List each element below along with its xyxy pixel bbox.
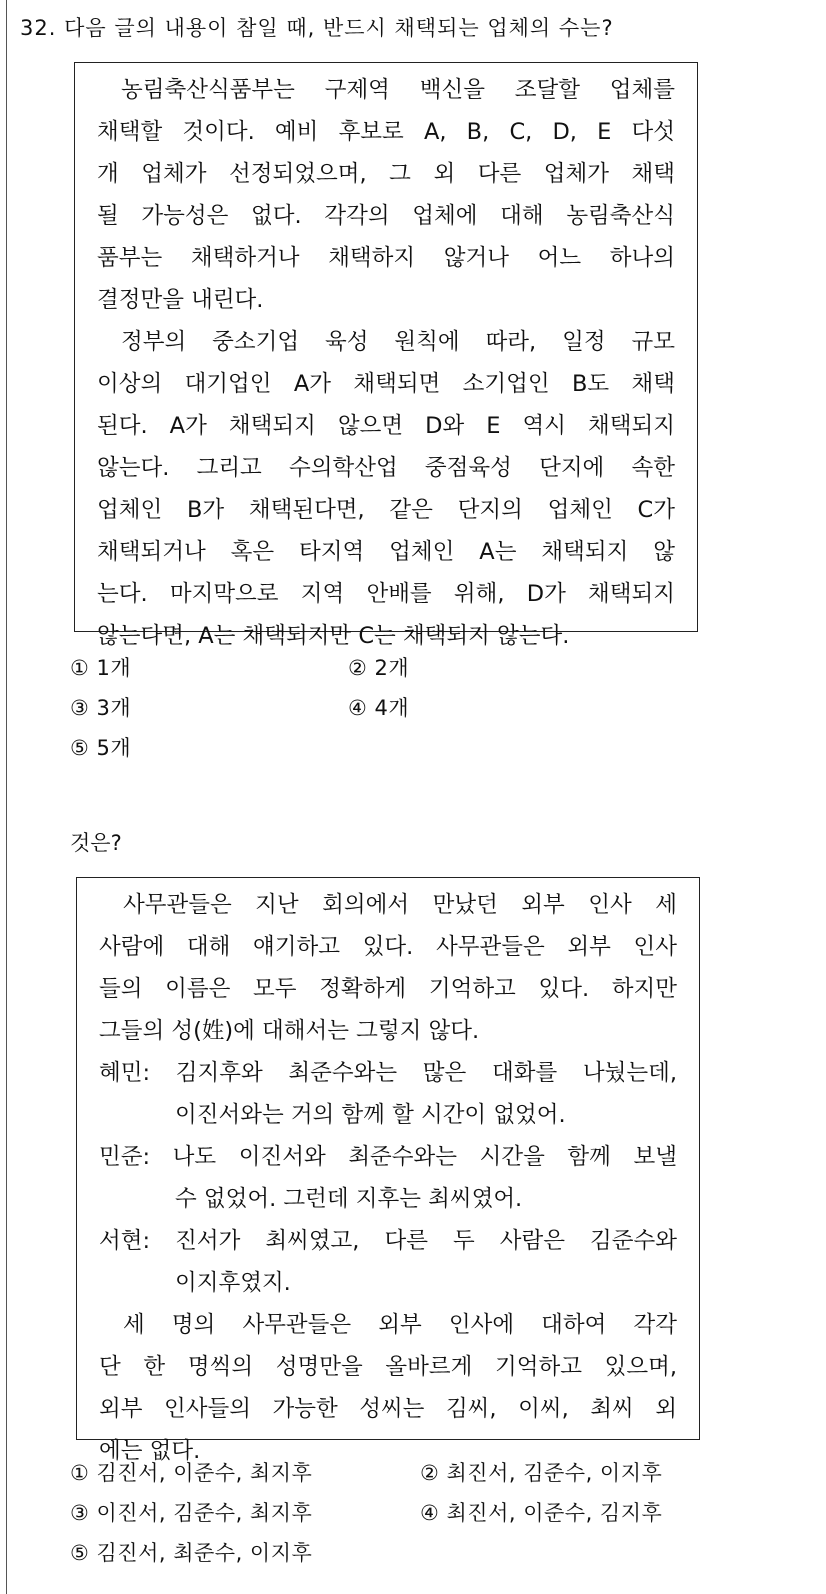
- passage-line: 않는다면, A는 채택되지만 C는 채택되지 않는다.: [97, 623, 570, 649]
- passage-line: 이상의 대기업인 A가 채택되면 소기업인 B도 채택: [97, 371, 675, 397]
- answer-option-5[interactable]: ⑤ 5개: [70, 736, 132, 760]
- passage-line: 는다. 마지막으로 지역 안배를 위해, D가 채택되지: [97, 581, 675, 607]
- passage-line: 개 업체가 선정되었으며, 그 외 다른 업체가 채택: [97, 161, 675, 187]
- passage-line: 들의 이름은 모두 정확하게 기억하고 있다. 하지만: [99, 976, 677, 1002]
- passage-line: 사무관들은 지난 회의에서 만났던 외부 인사 세: [123, 892, 677, 918]
- answer-option-4[interactable]: ④ 4개: [348, 696, 410, 720]
- question-33-title-tail: 것은?: [70, 831, 122, 855]
- passage-line: 될 가능성은 없다. 각각의 업체에 대해 농림축산식: [97, 203, 675, 229]
- answer-option-1[interactable]: ① 1개: [70, 656, 132, 680]
- passage-line: 결정만을 내린다.: [97, 287, 264, 313]
- passage-line: 채택되거나 혹은 타지역 업체인 A는 채택되지 않: [97, 539, 675, 565]
- passage-line: 외부 인사들의 가능한 성씨는 김씨, 이씨, 최씨 외: [99, 1396, 677, 1422]
- passage-line: 농림축산식품부는 구제역 백신을 조달할 업체를: [121, 77, 675, 103]
- answer-option-2[interactable]: ② 2개: [348, 656, 410, 680]
- passage-line: 정부의 중소기업 육성 원칙에 따라, 일정 규모: [121, 329, 675, 355]
- passage-line: 그들의 성(姓)에 대해서는 그렇지 않다.: [99, 1018, 480, 1044]
- answer-option-4[interactable]: ④ 최진서, 이준수, 김지후: [420, 1501, 663, 1525]
- passage-line: 에는 없다.: [99, 1438, 201, 1464]
- passage-line: 된다. A가 채택되지 않으면 D와 E 역시 채택되지: [97, 413, 675, 439]
- question-33-passage-box: [76, 877, 700, 1464]
- passage-line: 단 한 명씩의 성명만을 올바르게 기억하고 있으며,: [99, 1354, 677, 1380]
- passage-line: 업체인 B가 채택된다면, 같은 단지의 업체인 C가: [97, 497, 675, 523]
- page-margin-rule: [6, 0, 7, 1594]
- dialogue-line-minjun-cont: 수 없었어. 그런데 지후는 최씨였어.: [175, 1186, 523, 1212]
- question-32-passage-box: [74, 62, 698, 649]
- passage-line: 사람에 대해 얘기하고 있다. 사무관들은 외부 인사: [99, 934, 677, 960]
- answer-option-2[interactable]: ② 최진서, 김준수, 이지후: [420, 1461, 663, 1485]
- answer-option-1[interactable]: ① 김진서, 이준수, 최지후: [70, 1461, 313, 1485]
- dialogue-line-seohyun-cont: 이지후였지.: [175, 1270, 291, 1296]
- passage-line: 않는다. 그리고 수의학산업 중점육성 단지에 속한: [97, 455, 675, 481]
- dialogue-line-hyemin: 혜민: 김지후와 최준수와는 많은 대화를 나눴는데,: [99, 1060, 677, 1086]
- passage-line: 세 명의 사무관들은 외부 인사에 대하여 각각: [123, 1312, 677, 1338]
- dialogue-line-minjun: 민준: 나도 이진서와 최준수와는 시간을 함께 보낼: [99, 1144, 677, 1170]
- passage-line: 품부는 채택하거나 채택하지 않거나 어느 하나의: [97, 245, 675, 271]
- answer-option-3[interactable]: ③ 3개: [70, 696, 132, 720]
- passage-line: 채택할 것이다. 예비 후보로 A, B, C, D, E 다섯: [97, 119, 675, 145]
- dialogue-line-seohyun: 서현: 진서가 최씨였고, 다른 두 사람은 김준수와: [99, 1228, 677, 1254]
- answer-option-3[interactable]: ③ 이진서, 김준수, 최지후: [70, 1501, 313, 1525]
- answer-option-5[interactable]: ⑤ 김진서, 최준수, 이지후: [70, 1541, 313, 1565]
- question-32-title: 32. 다음 글의 내용이 참일 때, 반드시 채택되는 업체의 수는?: [20, 16, 614, 40]
- dialogue-line-hyemin-cont: 이진서와는 거의 함께 할 시간이 없었어.: [175, 1102, 566, 1128]
